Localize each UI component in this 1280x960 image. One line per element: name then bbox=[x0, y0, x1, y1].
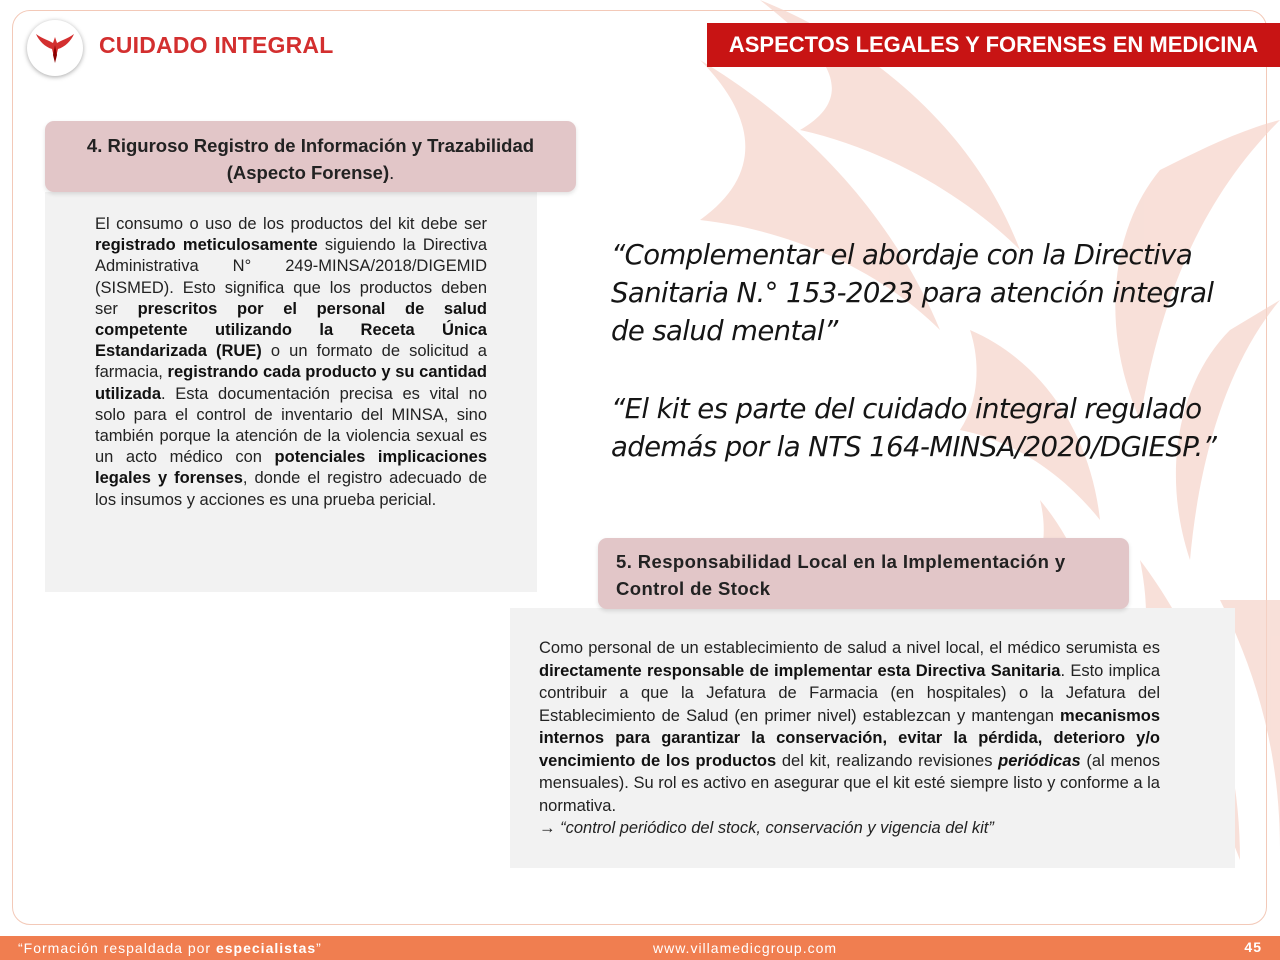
text-run: . Esto implica contribuir a que la Jefatura de Farmacia (en hospitales) o la Jefatura del Establecimiento de Salud (en primer nivel) establezcan y mantengan bbox=[539, 661, 1160, 725]
footer-tagline bbox=[18, 940, 322, 956]
tagline-end: ” bbox=[316, 940, 322, 956]
section-4-paragraph bbox=[95, 215, 487, 509]
text-run-bold: directamente responsable de implementar esta Directiva Sanitaria bbox=[539, 661, 1061, 680]
section-4-body bbox=[45, 192, 537, 592]
slide-title-banner bbox=[707, 23, 1280, 67]
footer-website-link[interactable]: www.villamedicgroup.com bbox=[653, 940, 838, 956]
section-4-title-period: . bbox=[389, 162, 395, 183]
section-5-body bbox=[510, 608, 1235, 868]
phoenix-logo-icon bbox=[35, 31, 75, 65]
text-run-bold: registrando cada producto y su cantidad utilizada bbox=[95, 363, 488, 403]
page-number: 45 bbox=[1244, 939, 1262, 955]
brand-name: CUIDADO INTEGRAL bbox=[99, 32, 334, 58]
footer-bar bbox=[0, 936, 1280, 960]
stock-note-text: “control periódico del stock, conservación y vigencia del kit” bbox=[560, 819, 994, 837]
tagline-bold: especialistas bbox=[215, 940, 317, 956]
tagline-text: “Formación respaldada por bbox=[18, 940, 216, 956]
text-run-bold: mecanismos internos para garantizar la conservación, evitar la pérdida, deterioro y/o vencimiento de los productos bbox=[539, 706, 1160, 770]
text-run: del kit, realizando revisiones bbox=[776, 751, 999, 770]
text-run: (al menos mensuales). Su rol es activo en asegurar que el kit esté siempre listo y conforme a la normativa. bbox=[539, 751, 1160, 815]
quote-kit-nts: “El kit es parte del cuidado integral regulado además por la NTS 164-MINSA/2020/DGIESP.” bbox=[611, 393, 1217, 463]
stock-note bbox=[539, 817, 1160, 840]
section-4-heading bbox=[45, 121, 576, 192]
slide-title: ASPECTOS LEGALES Y FORENSES EN MEDICINA bbox=[728, 32, 1259, 57]
text-run: . Esta documentación precisa es vital no solo para el control de inventario del MINSA, sino también porque la atención de la violencia sexual es un acto médico con bbox=[95, 384, 487, 467]
text-run: Como personal de un establecimiento de salud a nivel local, el médico serumista es bbox=[539, 639, 1160, 657]
section-5-heading bbox=[598, 538, 1129, 609]
brand-logo[interactable] bbox=[27, 20, 83, 76]
section-4-title: 4. Riguroso Registro de Información y Trazabilidad (Aspecto Forense) bbox=[86, 135, 535, 183]
section-5-title: 5. Responsabilidad Local en la Implementación y Control de Stock bbox=[616, 551, 1066, 599]
text-run: El consumo o uso de los productos del kit debe ser bbox=[95, 215, 487, 233]
text-run: siguiendo la Directiva Administrativa N° 249-MINSA/2018/DIGEMID (SISMED). Esto significa que los productos deben ser bbox=[95, 236, 487, 318]
text-run-bold-italic: periódicas bbox=[998, 751, 1081, 770]
text-run: , donde el registro adecuado de los insumos y acciones es una prueba pericial. bbox=[95, 469, 487, 509]
text-run-bold: potenciales implicaciones legales y forenses bbox=[95, 448, 488, 488]
quote-directiva: “Complementar el abordaje con la Directiva Sanitaria N.° 153-2023 para atención integral de salud mental” bbox=[611, 239, 1214, 347]
text-run-bold: prescritos por el personal de salud competente utilizando la Receta Única Estandarizada (RUE) bbox=[95, 299, 487, 361]
text-run: o un formato de solicitud a farmacia, bbox=[95, 342, 487, 382]
section-5-paragraph bbox=[539, 639, 1160, 815]
text-run-bold: registrado meticulosamente bbox=[95, 236, 318, 255]
arrow-right-icon: → bbox=[539, 819, 556, 837]
